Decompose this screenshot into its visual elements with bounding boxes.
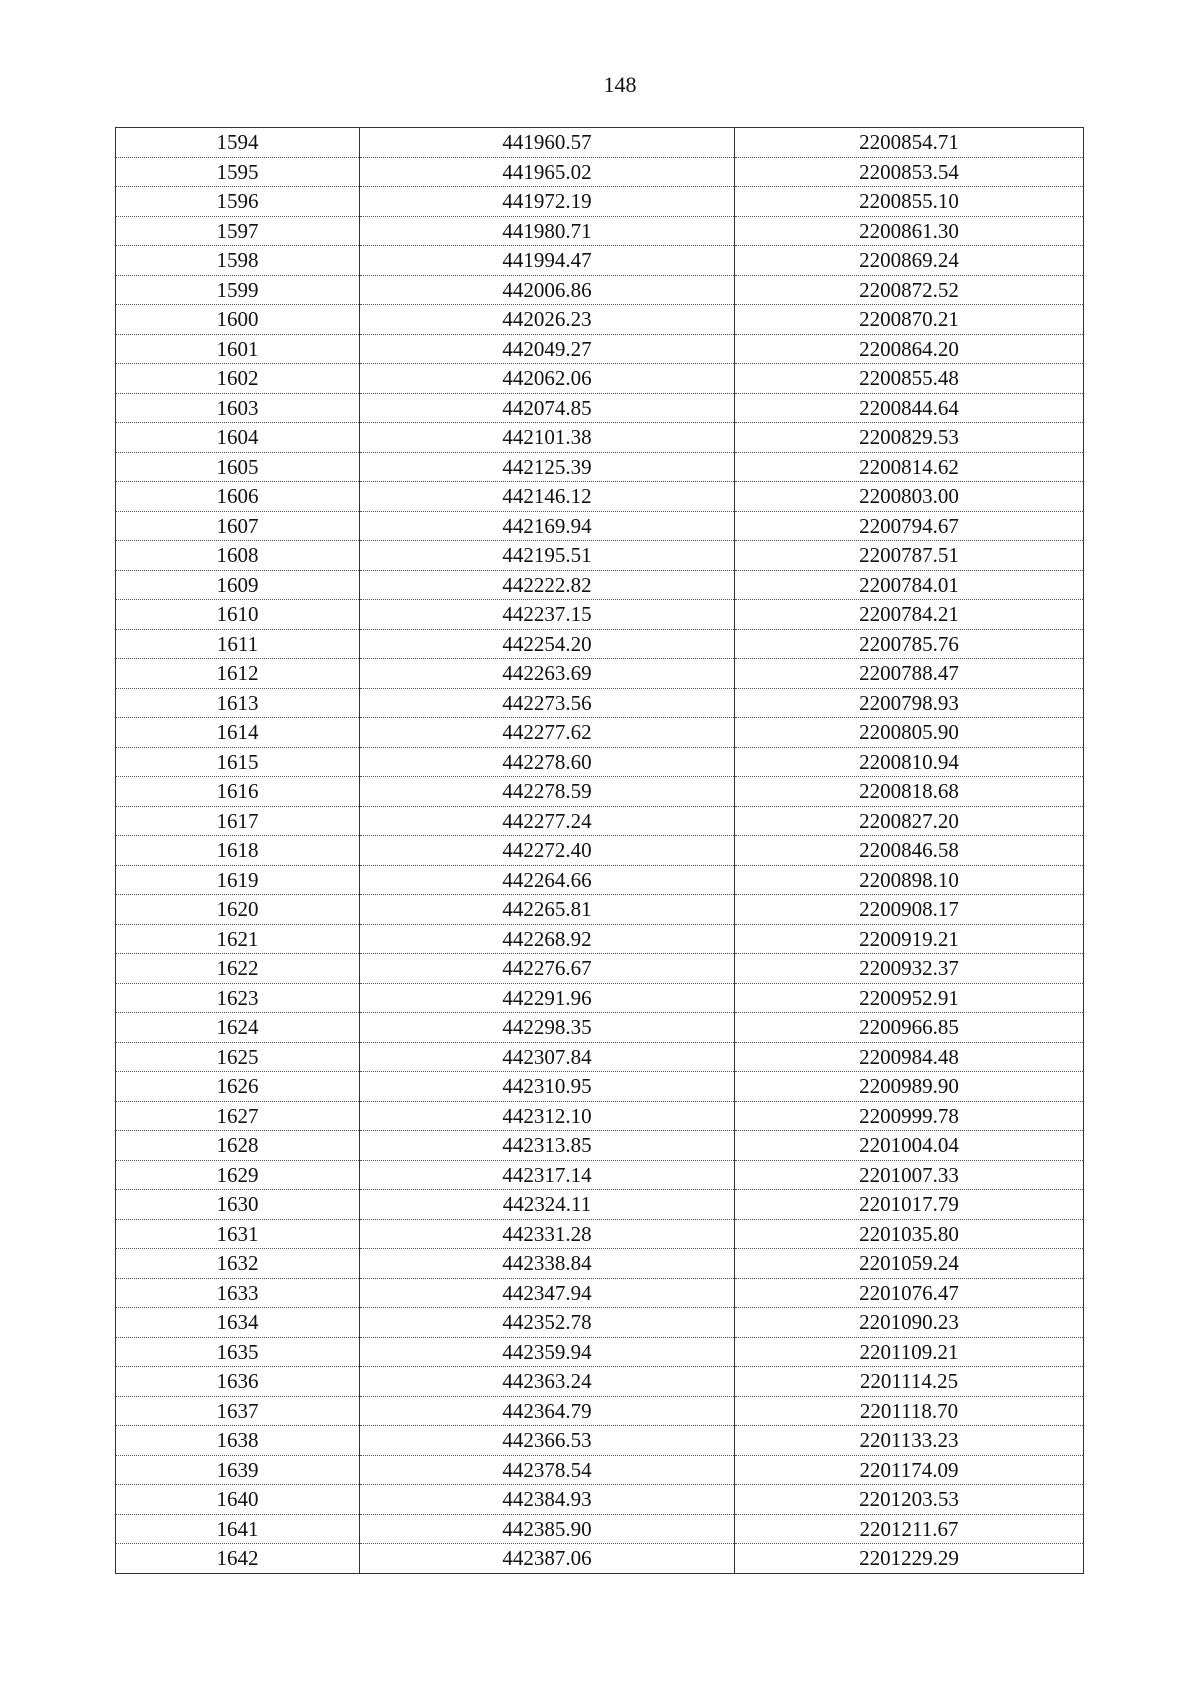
y-coordinate-cell: 2200803.00 <box>735 482 1084 512</box>
x-coordinate-cell: 442277.24 <box>360 806 735 836</box>
x-coordinate-cell: 442387.06 <box>360 1544 735 1574</box>
y-coordinate-cell: 2200984.48 <box>735 1042 1084 1072</box>
point-number-cell: 1633 <box>116 1278 360 1308</box>
y-coordinate-cell: 2200853.54 <box>735 157 1084 187</box>
y-coordinate-cell: 2200872.52 <box>735 275 1084 305</box>
table-row <box>116 1160 1084 1190</box>
x-coordinate-cell: 442268.92 <box>360 924 735 954</box>
y-coordinate-cell: 2201035.80 <box>735 1219 1084 1249</box>
point-number-cell: 1625 <box>116 1042 360 1072</box>
point-number-cell: 1637 <box>116 1396 360 1426</box>
x-coordinate-cell: 442006.86 <box>360 275 735 305</box>
x-coordinate-cell: 442384.93 <box>360 1485 735 1515</box>
point-number-cell: 1599 <box>116 275 360 305</box>
table-row <box>116 1278 1084 1308</box>
point-number-cell: 1602 <box>116 364 360 394</box>
table-row <box>116 187 1084 217</box>
x-coordinate-cell: 442273.56 <box>360 688 735 718</box>
point-number-cell: 1628 <box>116 1131 360 1161</box>
y-coordinate-cell: 2201114.25 <box>735 1367 1084 1397</box>
x-coordinate-cell: 442049.27 <box>360 334 735 364</box>
point-number-cell: 1620 <box>116 895 360 925</box>
x-coordinate-cell: 441972.19 <box>360 187 735 217</box>
point-number-cell: 1623 <box>116 983 360 1013</box>
table-row <box>116 1101 1084 1131</box>
point-number-cell: 1631 <box>116 1219 360 1249</box>
coordinates-table-body <box>116 128 1084 1574</box>
x-coordinate-cell: 442278.60 <box>360 747 735 777</box>
x-coordinate-cell: 442317.14 <box>360 1160 735 1190</box>
x-coordinate-cell: 442385.90 <box>360 1514 735 1544</box>
x-coordinate-cell: 442264.66 <box>360 865 735 895</box>
table-row <box>116 777 1084 807</box>
y-coordinate-cell: 2200827.20 <box>735 806 1084 836</box>
x-coordinate-cell: 442298.35 <box>360 1013 735 1043</box>
table-row <box>116 718 1084 748</box>
x-coordinate-cell: 442277.62 <box>360 718 735 748</box>
table-row <box>116 541 1084 571</box>
table-row <box>116 1426 1084 1456</box>
y-coordinate-cell: 2200989.90 <box>735 1072 1084 1102</box>
x-coordinate-cell: 442062.06 <box>360 364 735 394</box>
y-coordinate-cell: 2201229.29 <box>735 1544 1084 1574</box>
x-coordinate-cell: 442272.40 <box>360 836 735 866</box>
x-coordinate-cell: 442254.20 <box>360 629 735 659</box>
x-coordinate-cell: 442363.24 <box>360 1367 735 1397</box>
point-number-cell: 1597 <box>116 216 360 246</box>
x-coordinate-cell: 441980.71 <box>360 216 735 246</box>
point-number-cell: 1596 <box>116 187 360 217</box>
y-coordinate-cell: 2200784.01 <box>735 570 1084 600</box>
table-row <box>116 423 1084 453</box>
table-row <box>116 1219 1084 1249</box>
x-coordinate-cell: 442312.10 <box>360 1101 735 1131</box>
point-number-cell: 1640 <box>116 1485 360 1515</box>
point-number-cell: 1605 <box>116 452 360 482</box>
x-coordinate-cell: 442101.38 <box>360 423 735 453</box>
x-coordinate-cell: 441960.57 <box>360 128 735 158</box>
y-coordinate-cell: 2200919.21 <box>735 924 1084 954</box>
x-coordinate-cell: 442169.94 <box>360 511 735 541</box>
table-row <box>116 1455 1084 1485</box>
x-coordinate-cell: 442338.84 <box>360 1249 735 1279</box>
y-coordinate-cell: 2200814.62 <box>735 452 1084 482</box>
y-coordinate-cell: 2201174.09 <box>735 1455 1084 1485</box>
x-coordinate-cell: 442378.54 <box>360 1455 735 1485</box>
point-number-cell: 1638 <box>116 1426 360 1456</box>
x-coordinate-cell: 442359.94 <box>360 1337 735 1367</box>
point-number-cell: 1601 <box>116 334 360 364</box>
point-number-cell: 1636 <box>116 1367 360 1397</box>
x-coordinate-cell: 442307.84 <box>360 1042 735 1072</box>
table-row <box>116 600 1084 630</box>
y-coordinate-cell: 2200854.71 <box>735 128 1084 158</box>
y-coordinate-cell: 2200829.53 <box>735 423 1084 453</box>
coordinates-table <box>115 127 1084 1574</box>
table-row <box>116 482 1084 512</box>
y-coordinate-cell: 2201090.23 <box>735 1308 1084 1338</box>
x-coordinate-cell: 442352.78 <box>360 1308 735 1338</box>
point-number-cell: 1630 <box>116 1190 360 1220</box>
table-row <box>116 983 1084 1013</box>
x-coordinate-cell: 442265.81 <box>360 895 735 925</box>
point-number-cell: 1626 <box>116 1072 360 1102</box>
table-row <box>116 1190 1084 1220</box>
point-number-cell: 1639 <box>116 1455 360 1485</box>
y-coordinate-cell: 2200844.64 <box>735 393 1084 423</box>
table-row <box>116 1485 1084 1515</box>
y-coordinate-cell: 2200855.48 <box>735 364 1084 394</box>
table-row <box>116 216 1084 246</box>
y-coordinate-cell: 2200784.21 <box>735 600 1084 630</box>
x-coordinate-cell: 442237.15 <box>360 600 735 630</box>
x-coordinate-cell: 442324.11 <box>360 1190 735 1220</box>
point-number-cell: 1617 <box>116 806 360 836</box>
y-coordinate-cell: 2200810.94 <box>735 747 1084 777</box>
y-coordinate-cell: 2200785.76 <box>735 629 1084 659</box>
table-row <box>116 305 1084 335</box>
y-coordinate-cell: 2200999.78 <box>735 1101 1084 1131</box>
point-number-cell: 1621 <box>116 924 360 954</box>
x-coordinate-cell: 442366.53 <box>360 1426 735 1456</box>
point-number-cell: 1627 <box>116 1101 360 1131</box>
point-number-cell: 1619 <box>116 865 360 895</box>
y-coordinate-cell: 2201118.70 <box>735 1396 1084 1426</box>
point-number-cell: 1634 <box>116 1308 360 1338</box>
point-number-cell: 1600 <box>116 305 360 335</box>
x-coordinate-cell: 442364.79 <box>360 1396 735 1426</box>
table-row <box>116 1367 1084 1397</box>
point-number-cell: 1595 <box>116 157 360 187</box>
y-coordinate-cell: 2201211.67 <box>735 1514 1084 1544</box>
table-row <box>116 954 1084 984</box>
table-row <box>116 924 1084 954</box>
y-coordinate-cell: 2201076.47 <box>735 1278 1084 1308</box>
point-number-cell: 1642 <box>116 1544 360 1574</box>
table-row <box>116 157 1084 187</box>
y-coordinate-cell: 2200794.67 <box>735 511 1084 541</box>
table-row <box>116 1042 1084 1072</box>
y-coordinate-cell: 2201109.21 <box>735 1337 1084 1367</box>
table-row <box>116 895 1084 925</box>
y-coordinate-cell: 2200898.10 <box>735 865 1084 895</box>
table-row <box>116 1514 1084 1544</box>
point-number-cell: 1594 <box>116 128 360 158</box>
table-row <box>116 1544 1084 1574</box>
table-row <box>116 452 1084 482</box>
x-coordinate-cell: 442222.82 <box>360 570 735 600</box>
point-number-cell: 1616 <box>116 777 360 807</box>
table-row <box>116 865 1084 895</box>
table-row <box>116 364 1084 394</box>
table-row <box>116 1072 1084 1102</box>
point-number-cell: 1611 <box>116 629 360 659</box>
table-row <box>116 1396 1084 1426</box>
point-number-cell: 1606 <box>116 482 360 512</box>
table-row <box>116 688 1084 718</box>
y-coordinate-cell: 2200788.47 <box>735 659 1084 689</box>
y-coordinate-cell: 2200846.58 <box>735 836 1084 866</box>
y-coordinate-cell: 2201133.23 <box>735 1426 1084 1456</box>
table-row <box>116 1013 1084 1043</box>
y-coordinate-cell: 2201059.24 <box>735 1249 1084 1279</box>
x-coordinate-cell: 442125.39 <box>360 452 735 482</box>
point-number-cell: 1613 <box>116 688 360 718</box>
point-number-cell: 1632 <box>116 1249 360 1279</box>
point-number-cell: 1598 <box>116 246 360 276</box>
y-coordinate-cell: 2201004.04 <box>735 1131 1084 1161</box>
point-number-cell: 1607 <box>116 511 360 541</box>
table-row <box>116 246 1084 276</box>
table-row <box>116 836 1084 866</box>
table-row <box>116 806 1084 836</box>
x-coordinate-cell: 442347.94 <box>360 1278 735 1308</box>
point-number-cell: 1618 <box>116 836 360 866</box>
point-number-cell: 1615 <box>116 747 360 777</box>
x-coordinate-cell: 441965.02 <box>360 157 735 187</box>
table-row <box>116 511 1084 541</box>
x-coordinate-cell: 442276.67 <box>360 954 735 984</box>
table-row <box>116 275 1084 305</box>
point-number-cell: 1641 <box>116 1514 360 1544</box>
table-row <box>116 393 1084 423</box>
table-row <box>116 1337 1084 1367</box>
x-coordinate-cell: 442278.59 <box>360 777 735 807</box>
y-coordinate-cell: 2200932.37 <box>735 954 1084 984</box>
table-row <box>116 1131 1084 1161</box>
table-row <box>116 1308 1084 1338</box>
y-coordinate-cell: 2200798.93 <box>735 688 1084 718</box>
y-coordinate-cell: 2201203.53 <box>735 1485 1084 1515</box>
point-number-cell: 1604 <box>116 423 360 453</box>
y-coordinate-cell: 2201017.79 <box>735 1190 1084 1220</box>
x-coordinate-cell: 442313.85 <box>360 1131 735 1161</box>
point-number-cell: 1624 <box>116 1013 360 1043</box>
table-row <box>116 570 1084 600</box>
page-number: 148 <box>603 72 637 97</box>
x-coordinate-cell: 442195.51 <box>360 541 735 571</box>
table-row <box>116 629 1084 659</box>
point-number-cell: 1629 <box>116 1160 360 1190</box>
y-coordinate-cell: 2200952.91 <box>735 983 1084 1013</box>
x-coordinate-cell: 442310.95 <box>360 1072 735 1102</box>
point-number-cell: 1603 <box>116 393 360 423</box>
point-number-cell: 1609 <box>116 570 360 600</box>
point-number-cell: 1610 <box>116 600 360 630</box>
x-coordinate-cell: 441994.47 <box>360 246 735 276</box>
table-row <box>116 659 1084 689</box>
x-coordinate-cell: 442074.85 <box>360 393 735 423</box>
point-number-cell: 1614 <box>116 718 360 748</box>
y-coordinate-cell: 2200855.10 <box>735 187 1084 217</box>
x-coordinate-cell: 442263.69 <box>360 659 735 689</box>
y-coordinate-cell: 2200870.21 <box>735 305 1084 335</box>
table-row <box>116 747 1084 777</box>
y-coordinate-cell: 2200908.17 <box>735 895 1084 925</box>
point-number-cell: 1622 <box>116 954 360 984</box>
x-coordinate-cell: 442331.28 <box>360 1219 735 1249</box>
y-coordinate-cell: 2200869.24 <box>735 246 1084 276</box>
x-coordinate-cell: 442146.12 <box>360 482 735 512</box>
y-coordinate-cell: 2200805.90 <box>735 718 1084 748</box>
y-coordinate-cell: 2200787.51 <box>735 541 1084 571</box>
y-coordinate-cell: 2201007.33 <box>735 1160 1084 1190</box>
y-coordinate-cell: 2200864.20 <box>735 334 1084 364</box>
y-coordinate-cell: 2200861.30 <box>735 216 1084 246</box>
table-row <box>116 1249 1084 1279</box>
point-number-cell: 1612 <box>116 659 360 689</box>
table-row <box>116 128 1084 158</box>
x-coordinate-cell: 442026.23 <box>360 305 735 335</box>
y-coordinate-cell: 2200966.85 <box>735 1013 1084 1043</box>
point-number-cell: 1635 <box>116 1337 360 1367</box>
point-number-cell: 1608 <box>116 541 360 571</box>
y-coordinate-cell: 2200818.68 <box>735 777 1084 807</box>
table-row <box>116 334 1084 364</box>
x-coordinate-cell: 442291.96 <box>360 983 735 1013</box>
